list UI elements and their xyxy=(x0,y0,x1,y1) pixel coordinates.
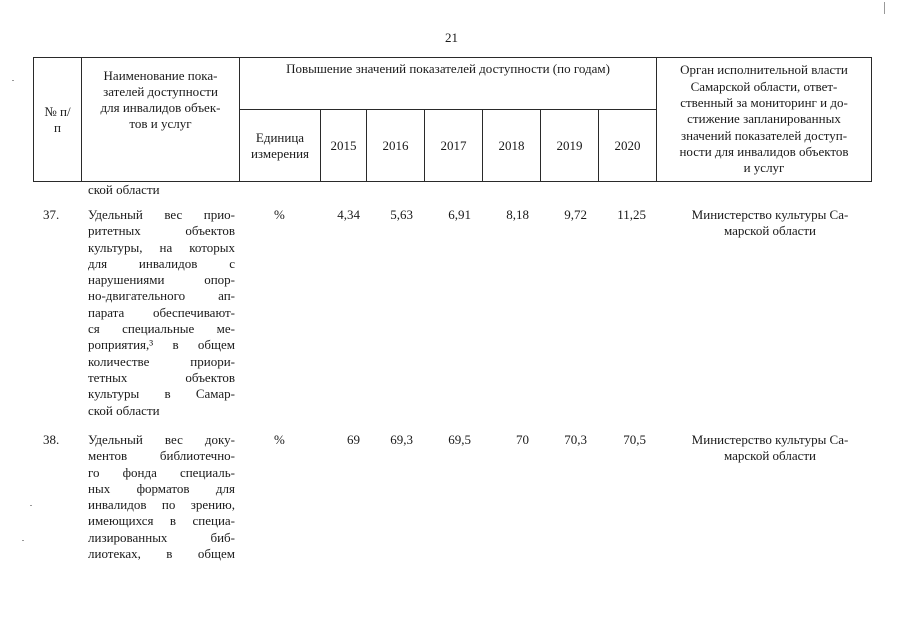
row-37-name-line: парата обеспечивают- xyxy=(88,304,235,320)
header-name-line: зателей доступности xyxy=(103,84,218,99)
continuation-text: ской области xyxy=(88,182,160,197)
header-organ-line: стижение запланированных xyxy=(687,111,841,127)
header-unit xyxy=(240,110,321,182)
header-organ-line: и услуг xyxy=(743,160,785,176)
row-38-name-line: ных форматов для xyxy=(88,480,235,496)
header-no xyxy=(34,58,82,182)
row-38-value-2016: 69,3 xyxy=(390,432,413,447)
header-name-line: Наименование пока- xyxy=(103,68,218,83)
row-37-name-line: количестве приори- xyxy=(88,353,235,369)
row-37-number: 37. xyxy=(43,207,60,222)
row-37-value-2020: 11,25 xyxy=(617,207,646,222)
row-38-number: 38. xyxy=(43,432,60,447)
row-38-value-2015: 69 xyxy=(347,432,360,447)
table-header xyxy=(33,57,872,182)
scan-speck xyxy=(12,80,14,81)
row-37-name-line: культуры, на которых xyxy=(88,239,235,255)
row-38-value-2019: 70,3 xyxy=(564,432,587,447)
header-organ xyxy=(657,58,872,182)
row-37-organ xyxy=(665,207,875,240)
page-number: 21 xyxy=(445,30,458,45)
row-37-name-line: нарушениями опор- xyxy=(88,272,235,288)
header-name-line: для инвалидов объек- xyxy=(100,100,221,115)
header-organ-line: Орган исполнительной власти xyxy=(680,62,848,78)
header-organ-line: значений показателей доступ- xyxy=(680,127,848,143)
header-year-2016: 2016 xyxy=(367,110,425,182)
row-38-name-line: ментов библиотечно- xyxy=(88,448,235,464)
row-38-name-line: Удельный вес доку- xyxy=(88,432,235,447)
row-38-unit: % xyxy=(274,432,285,447)
row-37-value-2016: 5,63 xyxy=(390,207,413,222)
row-37-name xyxy=(88,207,235,419)
header-year-2018: 2018 xyxy=(483,110,541,182)
header-increase: Повышение значений показателей доступности (по годам) xyxy=(240,58,657,110)
row-38-name xyxy=(88,432,235,562)
scan-speck xyxy=(30,505,32,506)
row-37-value-2017: 6,91 xyxy=(448,207,471,222)
row-38-organ-line: марской области xyxy=(724,448,816,464)
row-38-name-line: имеющихся в специа- xyxy=(88,513,235,529)
row-37-name-line: роприятия,³ в общем xyxy=(88,337,235,353)
row-38-organ xyxy=(665,432,875,465)
row-37-name-line: ритетных объектов xyxy=(88,223,235,239)
row-37-value-2019: 9,72 xyxy=(564,207,587,222)
row-38-value-2017: 69,5 xyxy=(448,432,471,447)
header-name-line: тов и услуг xyxy=(129,116,192,131)
scan-speck xyxy=(22,540,24,541)
row-38-organ-line: Министерство культуры Са- xyxy=(691,432,849,447)
row-37-organ-line: марской области xyxy=(724,223,816,239)
row-38-value-2018: 70 xyxy=(516,432,529,447)
row-38-name-line: го фонда специаль- xyxy=(88,464,235,480)
header-year-2017: 2017 xyxy=(425,110,483,182)
row-37-name-line: культуры в Самар- xyxy=(88,386,235,402)
header-no-text: № п/п xyxy=(44,103,71,135)
header-name xyxy=(82,58,240,182)
header-organ-line: ственный за мониторинг и до- xyxy=(680,95,848,111)
row-37-organ-line: Министерство культуры Са- xyxy=(691,207,849,222)
header-unit-line: измерения xyxy=(250,145,310,161)
row-37-name-line: ся специальные ме- xyxy=(88,321,235,337)
row-38-name-line: лизированных биб- xyxy=(88,529,235,545)
header-year-2015: 2015 xyxy=(321,110,367,182)
header-organ-line: Самарской области, ответ- xyxy=(690,78,838,94)
scan-speck xyxy=(884,2,885,14)
header-organ-line: ности для инвалидов объектов xyxy=(679,143,849,159)
row-37-name-line: тетных объектов xyxy=(88,369,235,385)
row-37-name-line: для инвалидов с xyxy=(88,255,235,271)
row-37-name-line: Удельный вес прио- xyxy=(88,207,235,222)
row-37-value-2018: 8,18 xyxy=(506,207,529,222)
row-38-name-line: лиотеках, в общем xyxy=(88,546,235,562)
row-38-value-2020: 70,5 xyxy=(623,432,646,447)
header-year-2019: 2019 xyxy=(541,110,599,182)
header-year-2020: 2020 xyxy=(599,110,657,182)
row-38-name-line: инвалидов по зрению, xyxy=(88,497,235,513)
row-37-value-2015: 4,34 xyxy=(337,207,360,222)
header-unit-line: Единица xyxy=(255,129,305,145)
row-37-name-line: ской области xyxy=(88,402,160,418)
row-37-unit: % xyxy=(274,207,285,222)
row-37-name-line: но-двигательного ап- xyxy=(88,288,235,304)
